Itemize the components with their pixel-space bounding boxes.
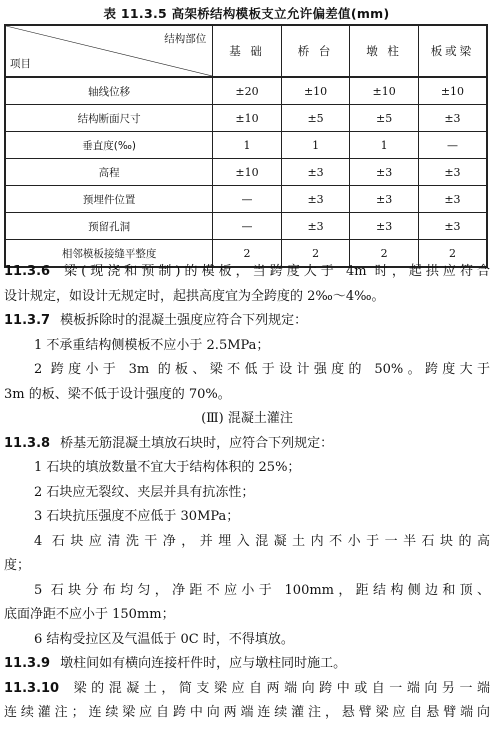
table-cell: ±3 — [418, 186, 487, 213]
table-cell: ±10 — [418, 77, 487, 105]
list-item: 6 结构受拉区及气温低于 0C 时，不得填放。 — [34, 631, 294, 647]
table-row — [5, 105, 487, 132]
table-cell: ±5 — [281, 105, 350, 132]
table-cell: ±3 — [418, 105, 487, 132]
table-cell: — — [213, 186, 282, 213]
clause-text: 梁的混凝土，简支梁应自两端向跨中或自一端向另一端 — [69, 680, 490, 696]
row-label: 轴线位移 — [5, 77, 213, 105]
clause-11-3-6 — [4, 260, 490, 285]
clause-text: 墩柱间如有横向连接杆件时，应与墩柱同时施工。 — [60, 656, 347, 671]
list-item-continued: 3m 的板、梁不低于设计强度的 70%。 — [4, 386, 231, 402]
table-cell: 1 — [281, 132, 350, 159]
column-header: 墩 柱 — [350, 25, 419, 77]
clause-11-3-8 — [4, 432, 490, 457]
table-row — [5, 77, 487, 105]
table-cell: ±5 — [350, 105, 419, 132]
table-row — [5, 159, 487, 186]
column-header: 基 础 — [213, 25, 282, 77]
table-cell: 1 — [350, 132, 419, 159]
clause-11-3-10 — [4, 677, 490, 702]
table-cell: ±10 — [213, 159, 282, 186]
row-label: 预留孔洞 — [5, 213, 213, 240]
table-cell: ±10 — [213, 105, 282, 132]
table-cell: ±3 — [350, 213, 419, 240]
table-corner-header — [5, 25, 213, 77]
table-cell: — — [418, 132, 487, 159]
row-label: 预埋件位置 — [5, 186, 213, 213]
section-heading: (Ⅲ) 混凝土灌注 — [201, 411, 293, 426]
row-label: 相邻模板接缝平整度 — [5, 240, 213, 268]
list-item: 4 石块应清洗干净，并埋入混凝土内不小于一半石块的高 — [34, 533, 490, 549]
header-structure-part: 结构部位 — [164, 33, 207, 45]
table-row — [5, 186, 487, 213]
clause-11-3-7 — [4, 309, 490, 334]
table-cell: ±10 — [350, 77, 419, 105]
table-cell: ±3 — [418, 213, 487, 240]
clause-11-3-9 — [4, 652, 490, 677]
table-cell: ±10 — [281, 77, 350, 105]
list-item: 2 石块应无裂纹、夹层并具有抗冻性； — [34, 484, 255, 500]
table-cell: 1 — [213, 132, 282, 159]
table-cell: ±3 — [350, 186, 419, 213]
list-item: 1 不承重结构侧模板不应小于 2.5MPa； — [34, 337, 270, 353]
list-item: 5 石块分布均匀，净距不应小于 100mm，距结构侧边和顶、 — [34, 582, 490, 598]
row-label: 结构断面尺寸 — [5, 105, 213, 132]
list-item-continued: 底面净距不应小于 150mm； — [4, 607, 175, 622]
table-cell: ±3 — [350, 159, 419, 186]
clause-text-continued: 连续灌注；连续梁应自跨中向两端连续灌注，悬臂梁应自悬臂端向 — [4, 705, 490, 720]
clause-text: 模板拆除时的混凝土强度应符合下列规定： — [60, 313, 308, 328]
clause-number: 11.3.7 — [4, 313, 51, 328]
row-label: 高程 — [5, 159, 213, 186]
clause-number: 11.3.9 — [4, 656, 51, 671]
column-header: 桥 台 — [281, 25, 350, 77]
clause-text: 桥基无筋混凝土填放石块时，应符合下列规定： — [60, 435, 334, 451]
table-cell: ±3 — [281, 159, 350, 186]
table-cell: ±20 — [213, 77, 282, 105]
table-title: 表 11.3.5 高架桥结构模板支立允许偏差值(mm) — [103, 6, 390, 21]
table-cell: — — [213, 213, 282, 240]
clause-number: 11.3.6 — [4, 264, 51, 279]
table-cell: 2 — [418, 240, 487, 268]
clause-text: 梁(现浇和预制)的模板，当跨度大于 4m 时，起拱应符合 — [60, 264, 490, 279]
table-cell: 2 — [281, 240, 350, 268]
list-item: 2 跨度小于 3m 的板、梁不低于设计强度的 50%。跨度大于 — [34, 362, 490, 377]
table-cell: ±3 — [418, 159, 487, 186]
list-item-continued: 度； — [4, 558, 31, 573]
table-row — [5, 132, 487, 159]
column-header: 板或梁 — [418, 25, 487, 77]
table-cell: ±3 — [281, 213, 350, 240]
list-item: 3 石块抗压强度不应低于 30MPa； — [34, 509, 240, 524]
table-cell: 2 — [350, 240, 419, 268]
table-cell: ±3 — [281, 186, 350, 213]
clause-number: 11.3.8 — [4, 435, 51, 451]
clause-number: 11.3.10 — [4, 680, 60, 696]
clause-text-continued: 设计规定，如设计无规定时，起拱高度宜为全跨度的 2‰～4‰。 — [4, 288, 385, 304]
table-cell: 2 — [213, 240, 282, 268]
row-label: 垂直度(‰) — [5, 132, 213, 159]
document-body — [4, 260, 490, 726]
tolerance-table — [4, 24, 488, 268]
list-item: 1 石块的填放数量不宜大于结构体积的 25%； — [34, 460, 301, 475]
table-row — [5, 213, 487, 240]
header-item: 项目 — [10, 58, 31, 70]
